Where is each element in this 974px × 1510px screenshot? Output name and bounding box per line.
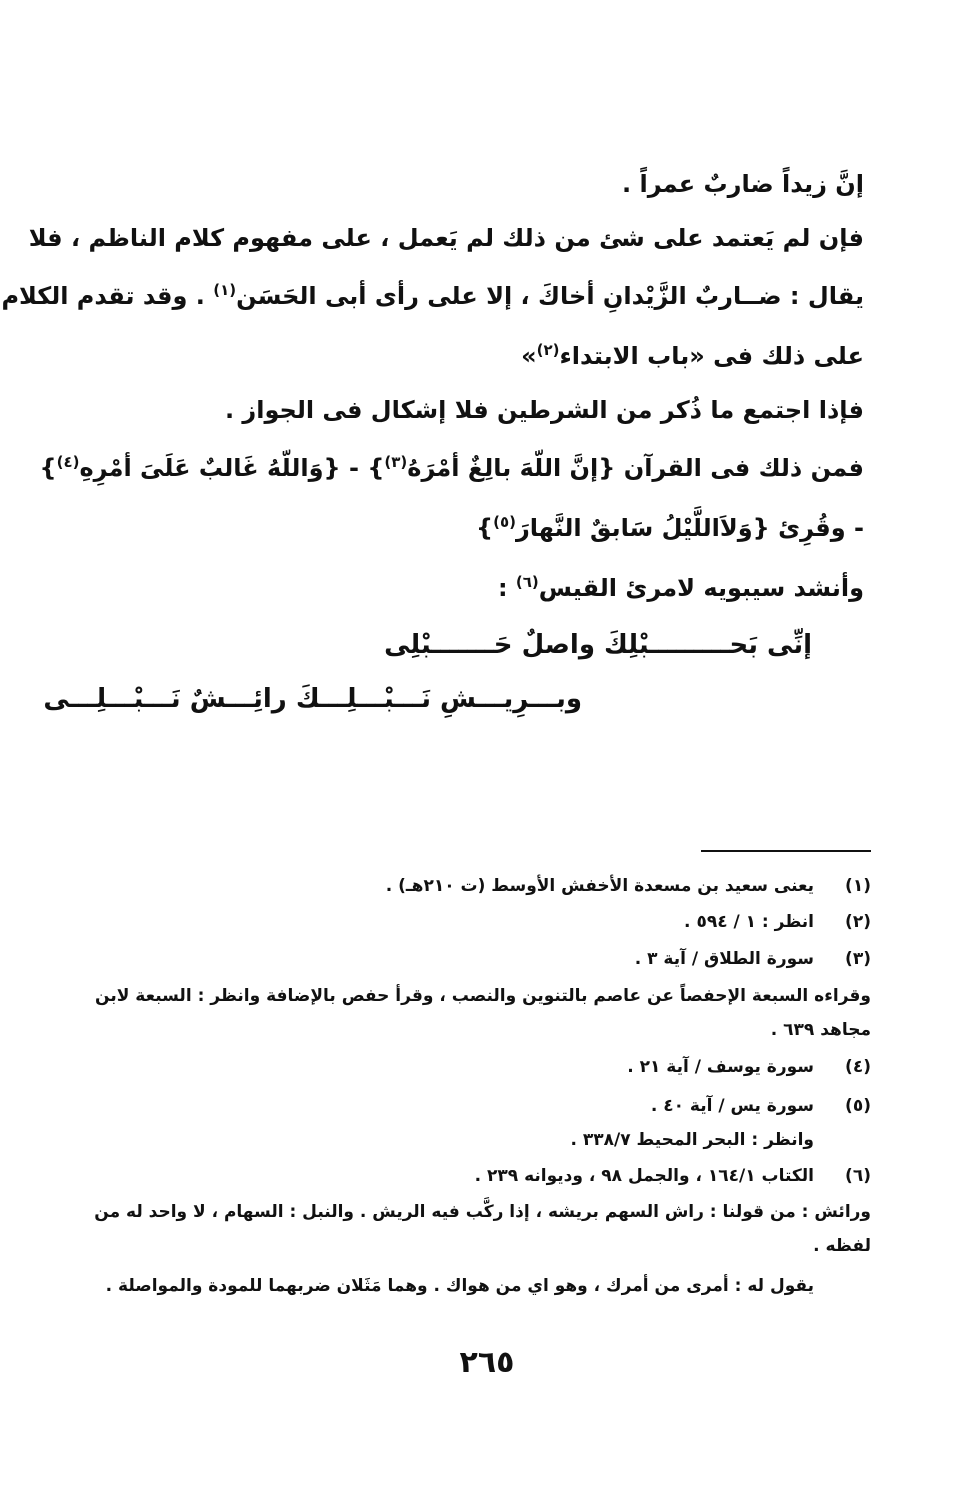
footnote-text-6-continued: لفظه .: [813, 1236, 871, 1256]
body-line-8: [498, 572, 864, 604]
poem-verse-2: [43, 684, 582, 714]
footnote-number-3: (٣): [845, 949, 871, 969]
footnote-number-5: (٥): [845, 1096, 871, 1116]
footnote-number-6: (٦): [845, 1166, 871, 1186]
body-text: . وقد تقدم الكلام: [1, 282, 214, 310]
body-line-5: [225, 394, 864, 426]
footnote-text-5-continued: وانظر : البحر المحيط ٣٣٨/٧ .: [570, 1130, 814, 1150]
footnote-number-1: (١): [845, 876, 871, 896]
footnote-text-2: انظر : ١ / ٥٩٤ .: [684, 912, 814, 932]
footnote-ref-2: (٢): [536, 341, 560, 359]
footnote-text-3: سورة الطلاق / آية ٣ .: [634, 949, 814, 969]
body-line-3: [1, 280, 864, 312]
footnote-ref-4: (٤): [56, 453, 80, 471]
footnote-number-2: (٢): [845, 912, 871, 932]
footnote-ref-6: (٦): [515, 573, 539, 591]
body-text: :: [497, 574, 516, 602]
footnote-text-6-continued: ورائش : من قولنا : راش السهم بريشه ، إذا ركَّب فيه الريش . والنبل : السهام ، لا واحد له من: [94, 1202, 871, 1222]
footnote-text-3-continued: وقراءه السبعة الإحفصاً عن عاصم بالتنوين والنصب ، وقرأ حفص بالإضافة وانظر : السبعة لابن: [95, 986, 871, 1006]
footnote-text-6: الكتاب ١٦٤/١ ، والجمل ٩٨ ، وديوانه ٢٣٩ .: [474, 1166, 814, 1186]
body-line-7: [476, 512, 864, 544]
body-text: يقال : ضــاربٌ الزَّيْدانِ أخاكَ ، إلا على رأى أبى الحَسَن: [236, 282, 864, 310]
body-text: على ذلك فى «باب الابتداء: [559, 342, 864, 370]
footnote-text-3-continued: مجاهد ٦٣٩ .: [770, 1020, 871, 1040]
footnote-text-5: سورة يس / آية ٤٠ .: [650, 1096, 814, 1116]
footnote-text-6-continued: يقول له : أمرى من أمرك ، وهو اي من هواك . وهما مَثَلان ضربهما للمودة والمواصلة .: [105, 1276, 814, 1296]
body-text: }: [39, 454, 57, 482]
page-number: ٢٦٥: [459, 1345, 515, 1380]
body-line-1: [622, 168, 864, 200]
body-line-6: [39, 452, 864, 484]
body-line-2: [28, 222, 864, 254]
footnote-ref-3: (٣): [384, 453, 408, 471]
poem-verse-1: [384, 630, 812, 660]
body-text: } - {وَاللّهُ غَالبٌ عَلَىَ أمْرِهِ: [79, 454, 385, 482]
body-text: فإن لم يَعتمد على شئ من ذلك لم يَعمل ، على مفهوم كلام الناظم ، فلا: [28, 224, 864, 252]
footnote-separator: [701, 850, 871, 852]
body-text: إنَّ زيداً ضاربٌ عمراً .: [622, 170, 864, 198]
body-line-4: [521, 340, 864, 372]
body-text: }: [475, 514, 494, 542]
footnote-text-1: يعنى سعيد بن مسعدة الأخفش الأوسط (ت ٢١٠هـ) .: [385, 876, 814, 896]
body-text: »: [521, 342, 537, 370]
footnote-ref-5: (٥): [493, 513, 516, 531]
body-text: - وقُرِئ {وَلاَاللَّيْلُ سَابقٌ النَّهارَ: [515, 514, 864, 542]
verse-text: وبـــرِيـــشِ نَـــبْـــلِـــكَ رائِـــشٌ نَـــبْـــلِـــى: [43, 684, 582, 714]
footnote-text-4: سورة يوسف / آية ٢١ .: [627, 1057, 814, 1077]
footnote-number-4: (٤): [845, 1057, 871, 1077]
footnote-ref-1: (١): [213, 281, 237, 299]
body-text: فمن ذلك فى القرآن {إنَّ اللّهَ بالِغٌ أمْرَهُ: [407, 454, 864, 482]
body-text: فإذا اجتمع ما ذُكر من الشرطين فلا إشكال فى الجواز .: [224, 396, 864, 424]
verse-text: إنِّى بَحـــــــــبْلِكَ واصلٌ حَـــــــبْلِى: [384, 630, 812, 660]
body-text: وأنشد سيبويه لامرئ القيس: [538, 574, 864, 602]
